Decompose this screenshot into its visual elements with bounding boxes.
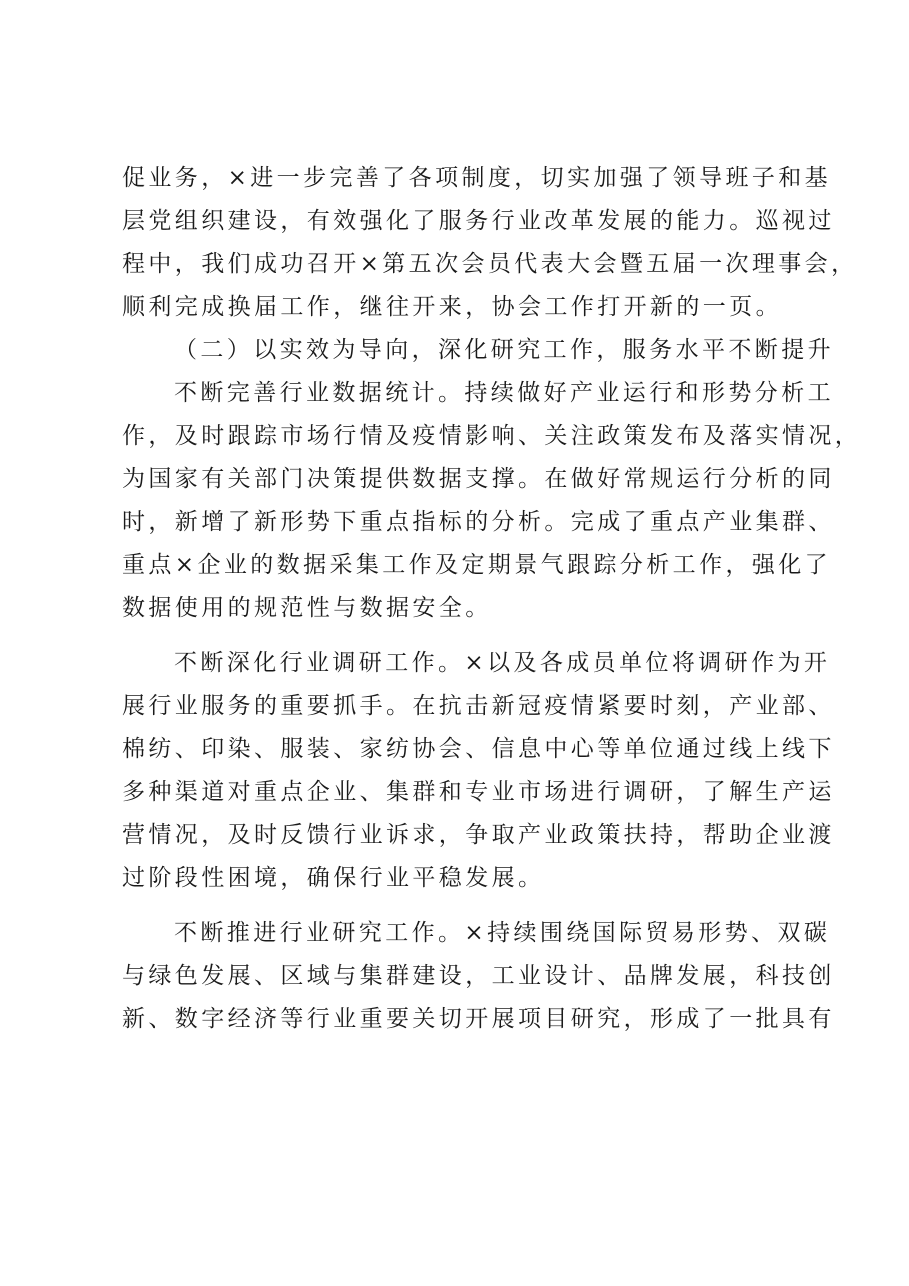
text-line: 营情况，及时反馈行业诉求，争取产业政策扶持，帮助企业渡 bbox=[122, 822, 835, 848]
paragraph-industry-research bbox=[122, 912, 835, 1041]
text-line: 不断推进行业研究工作。×持续围绕国际贸易形势、双碳 bbox=[174, 920, 831, 946]
section-heading-text: （二）以实效为导向，深化研究工作，服务水平不断提升 bbox=[174, 337, 834, 363]
text-line: 促业务，×进一步完善了各项制度，切实加强了领导班子和基 bbox=[122, 165, 832, 191]
text-line: 过阶段性困境，确保行业平稳发展。 bbox=[122, 865, 545, 891]
paragraph-gap bbox=[122, 900, 802, 912]
text-line: 新、数字经济等行业重要关切开展项目研究，形成了一批具有 bbox=[122, 1006, 835, 1032]
text-line: 时，新增了新形势下重点指标的分析。完成了重点产业集群、 bbox=[122, 509, 835, 535]
text-line: 多种渠道对重点企业、集群和专业市场进行调研，了解生产运 bbox=[122, 779, 835, 805]
text-line: 重点×企业的数据采集工作及定期景气跟踪分析工作，强化了 bbox=[122, 552, 832, 578]
text-line: 程中，我们成功召开×第五次会员代表大会暨五届一次理事会， bbox=[122, 251, 858, 277]
paragraph-continuation bbox=[122, 157, 858, 329]
text-line: 层党组织建设，有效强化了服务行业改革发展的能力。巡视过 bbox=[122, 208, 835, 234]
text-line: 顺利完成换届工作，继往开来，协会工作打开新的一页。 bbox=[122, 294, 782, 320]
text-line: 不断深化行业调研工作。×以及各成员单位将调研作为开 bbox=[174, 650, 831, 676]
text-line: 展行业服务的重要抓手。在抗击新冠疫情紧要时刻，产业部、 bbox=[122, 693, 835, 719]
text-line: 棉纺、印染、服装、家纺协会、信息中心等单位通过线上线下 bbox=[122, 736, 835, 762]
text-line: 数据使用的规范性与数据安全。 bbox=[122, 595, 492, 621]
section-heading bbox=[122, 329, 834, 372]
document-body bbox=[122, 157, 862, 1041]
text-line: 作，及时跟踪市场行情及疫情影响、关注政策发布及落实情况， bbox=[122, 423, 862, 449]
paragraph-gap bbox=[122, 630, 802, 642]
paragraph-data-statistics bbox=[122, 372, 862, 630]
paragraph-field-research bbox=[122, 642, 835, 900]
text-line: 与绿色发展、区域与集群建设，工业设计、品牌发展，科技创 bbox=[122, 963, 835, 989]
text-line: 为国家有关部门决策提供数据支撑。在做好常规运行分析的同 bbox=[122, 466, 835, 492]
text-line: 不断完善行业数据统计。持续做好产业运行和形势分析工 bbox=[174, 380, 834, 406]
